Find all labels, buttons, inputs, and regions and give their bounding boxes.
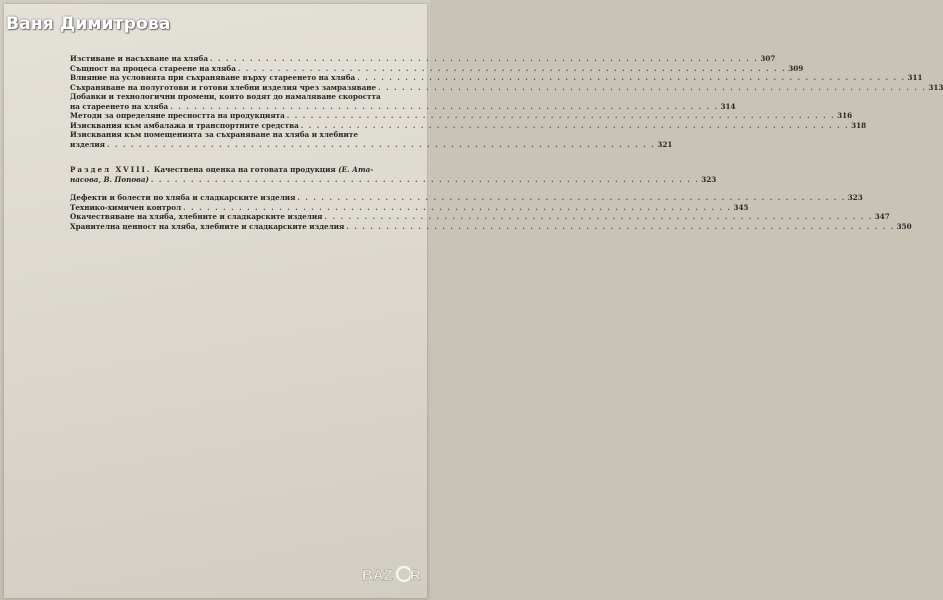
- leader-dots: [378, 83, 926, 93]
- toc-entry-page: 318: [851, 120, 867, 130]
- toc-entry-page: 345: [733, 202, 749, 212]
- toc-entry-title: Технико-химичен контрол: [70, 202, 182, 212]
- leader-dots: [357, 73, 905, 83]
- toc-entry-title-line2: на стареенето на хляба: [70, 101, 169, 111]
- toc-entry-page: 316: [837, 111, 853, 120]
- toc-entry-title: Окачествяване на хляба, хлебните и сладкарските изделия: [70, 212, 323, 221]
- leader-dots: [170, 102, 718, 112]
- toc-entry-title-line2: изделия: [70, 139, 105, 149]
- toc-entry: [70, 202, 749, 213]
- leader-dots: [301, 121, 849, 131]
- toc-entry-title: Хранителна ценност на хляба, хлебните и сладкарските изделия: [70, 221, 345, 231]
- bazar-logo: [360, 560, 422, 590]
- toc-entry-title-line1: Изисквания към помещенията за съхраняване на хляба и хлебните: [70, 130, 358, 139]
- toc-entry: [70, 54, 776, 64]
- leader-dots: [297, 193, 845, 203]
- leader-dots: [210, 54, 758, 64]
- section-title: Качествена оценка на готовата продукция: [153, 165, 336, 174]
- leader-dots: [324, 212, 872, 222]
- toc-entry-page: 313: [928, 82, 943, 92]
- toc-entry: [70, 63, 804, 74]
- toc-entry-title: Дефекти и болести по хляба и сладкарските изделия: [70, 193, 296, 202]
- section-heading: [70, 165, 717, 184]
- section-page: 323: [701, 174, 717, 184]
- section-label: Раздел XVIII.: [70, 165, 152, 174]
- toc-entry-page: 323: [847, 193, 863, 202]
- toc-entry: [70, 120, 867, 131]
- leader-dots: [183, 203, 731, 213]
- toc-entry: [70, 193, 863, 203]
- section-authors-line2: насова, В. Попова): [70, 174, 149, 184]
- leader-dots: [151, 175, 699, 185]
- svg-text:R: R: [410, 567, 421, 584]
- toc-entry-page: 309: [788, 63, 804, 73]
- toc-entry-title: Изисквания към амбалажа и транспортните средства: [70, 120, 299, 130]
- toc-entry-title: Съхраняване на полуготови и готови хлебни изделия чрез замразяване: [70, 82, 377, 92]
- toc-entry-title: Изстиване и насъхване на хляба: [70, 54, 208, 63]
- toc-entry: [70, 73, 923, 83]
- toc-entry-title-line1: Добавки и технологични промени, които водят до намаляване скоростта: [70, 92, 381, 101]
- toc-entry: [70, 130, 673, 149]
- toc-entry-page: 307: [760, 54, 776, 63]
- leader-dots: [287, 111, 835, 121]
- table-of-contents: [70, 54, 943, 231]
- toc-entry-page: 314: [720, 101, 736, 111]
- toc-entry: [70, 82, 943, 93]
- toc-entry: [70, 221, 912, 232]
- toc-entry-title: Същност на процеса стареене на хляба: [70, 63, 236, 73]
- leader-dots: [107, 140, 655, 150]
- toc-entry: [70, 92, 736, 111]
- leader-dots: [346, 222, 894, 232]
- toc-entry-title: Методи за определяне пресността на продукцията: [70, 111, 285, 120]
- toc-entry: [70, 111, 853, 121]
- toc-entry-page: 347: [874, 212, 890, 221]
- toc-entry-page: 311: [907, 73, 923, 82]
- section-authors-line1: (Е. Ата-: [338, 165, 374, 174]
- leader-dots: [238, 64, 786, 74]
- toc-entry: [70, 212, 890, 222]
- svg-text:BAZ: BAZ: [362, 567, 393, 584]
- seller-watermark: Ваня Димитрова: [6, 14, 171, 34]
- toc-entry-page: 321: [657, 139, 673, 149]
- toc-entry-title: Влияние на условията при съхраняване върху стареенето на хляба: [70, 73, 356, 82]
- toc-entry-page: 350: [896, 221, 912, 231]
